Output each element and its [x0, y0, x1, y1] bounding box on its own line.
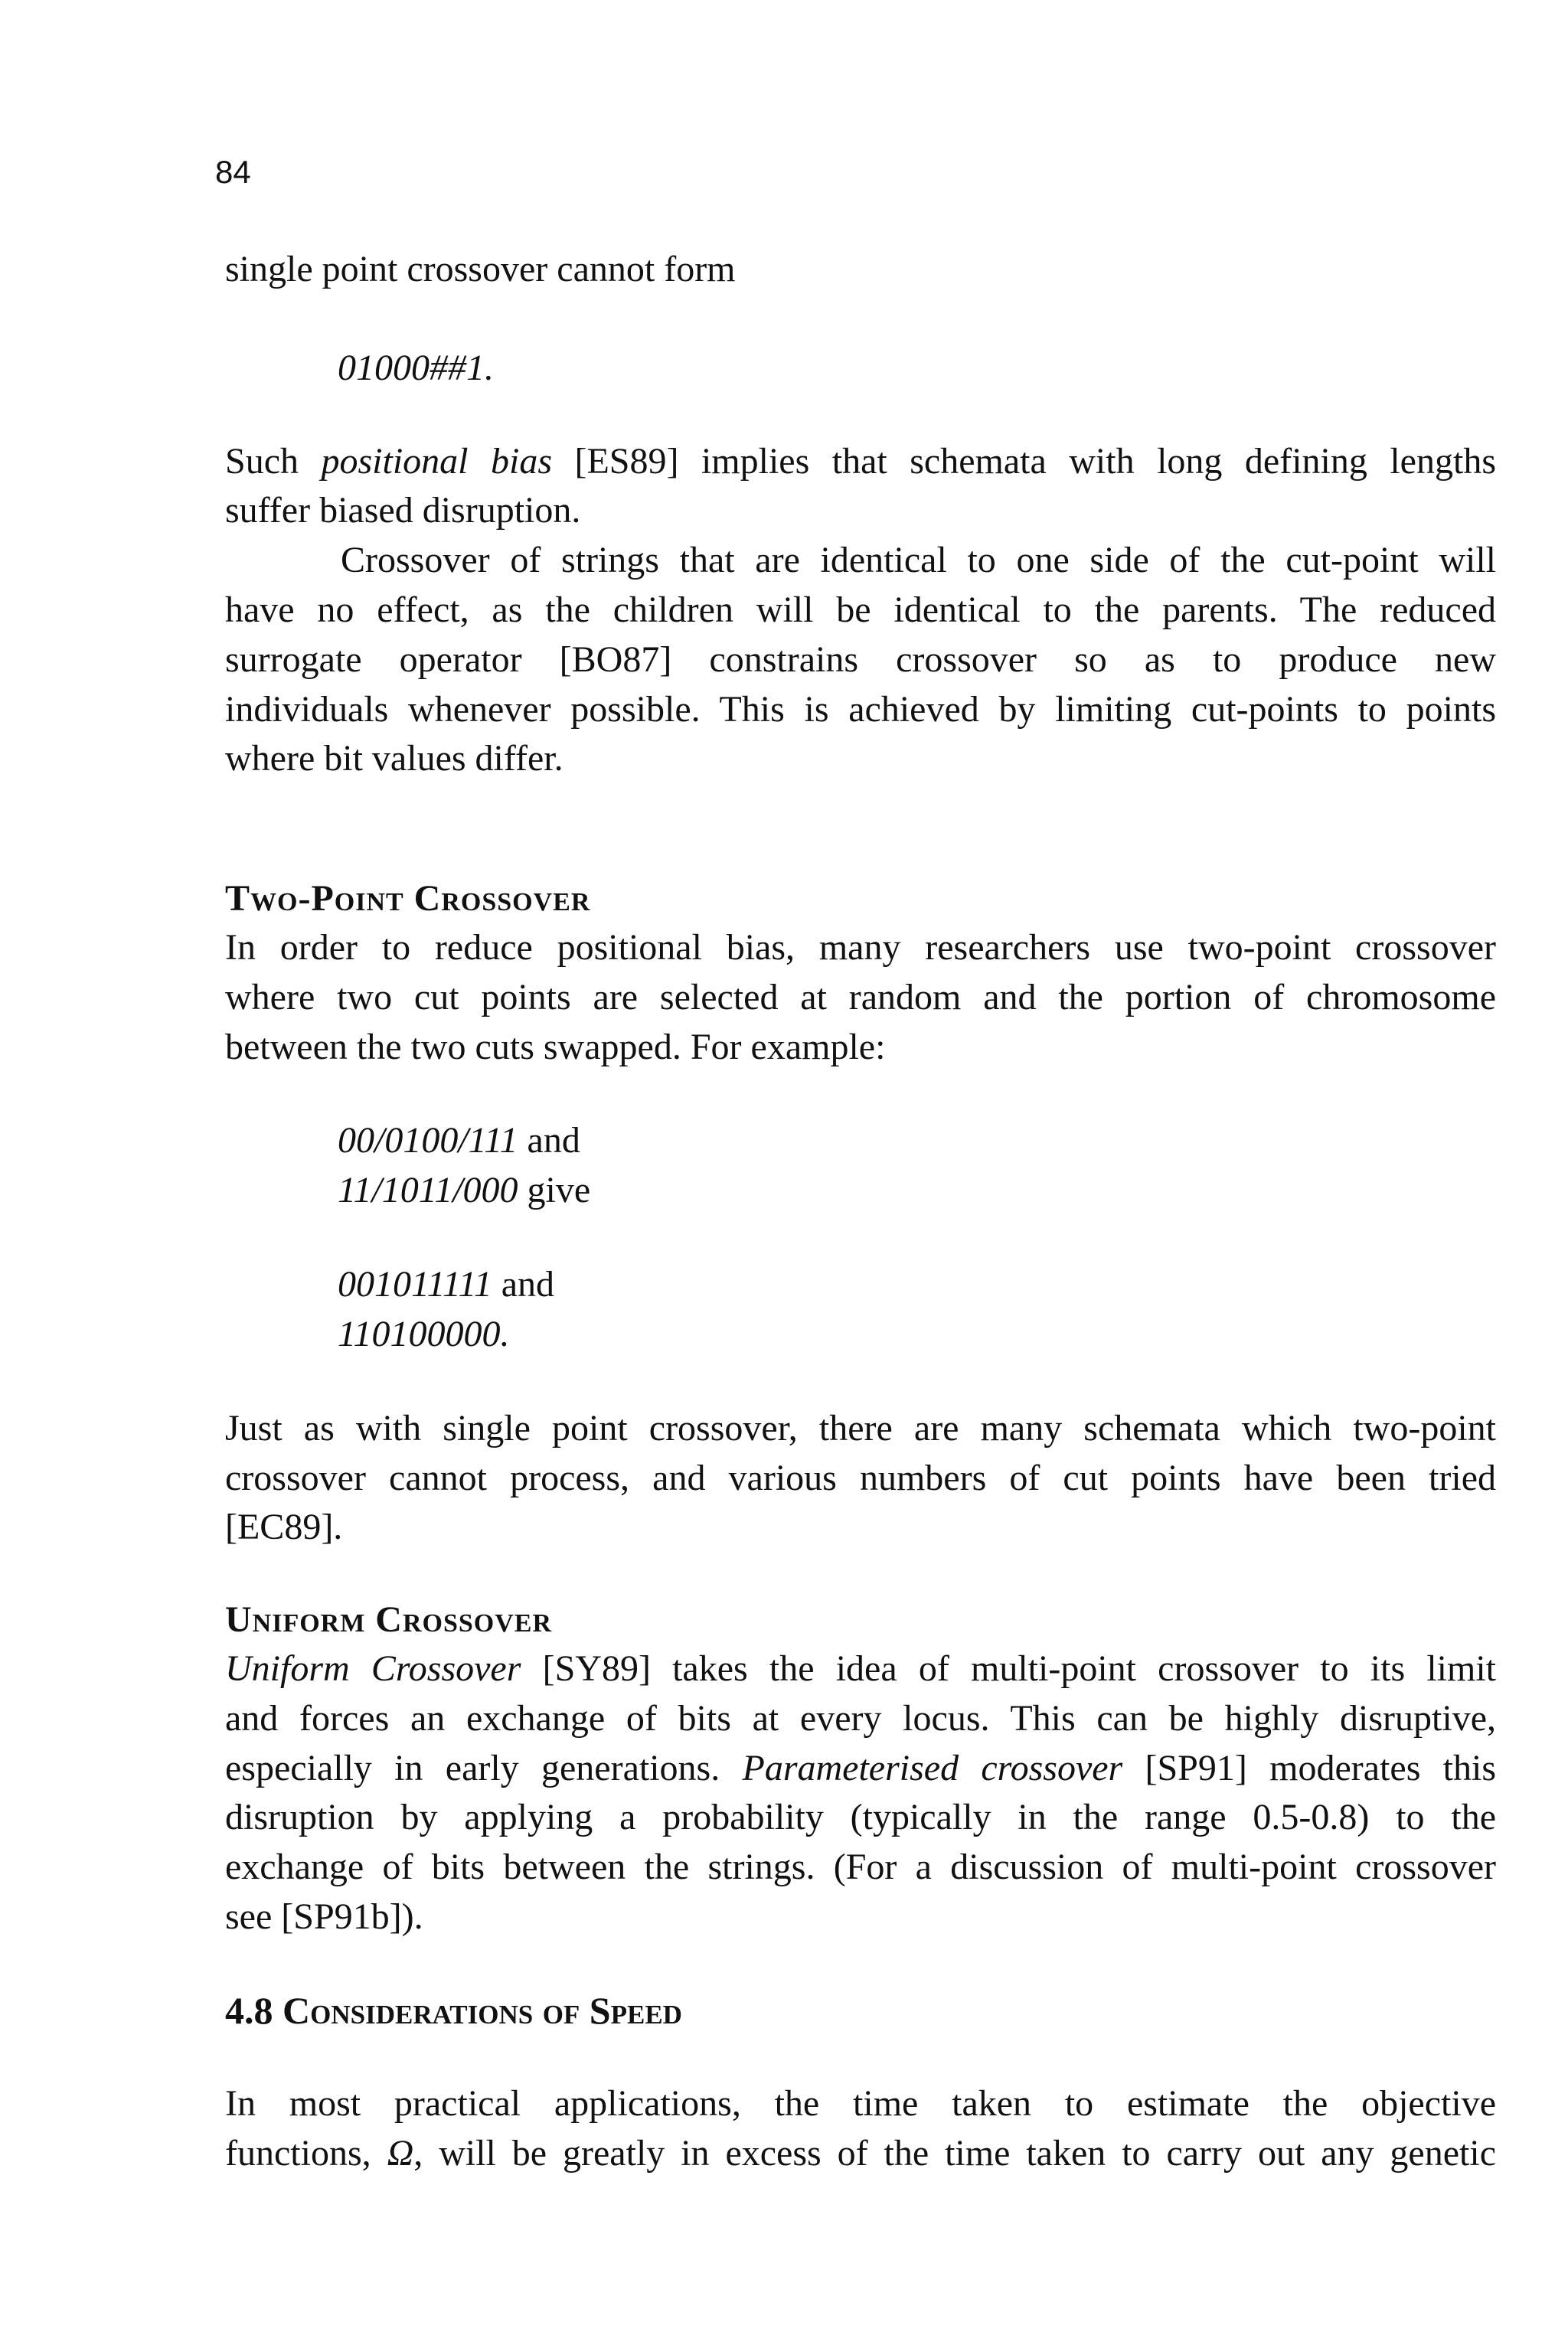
two-point-p2-line-1: Just as with single point crossover, there are many schemata which two-point [225, 1408, 1496, 1448]
speed-line-2: functions, Ω, will be greatly in excess of the time taken to carry out any genetic [225, 2133, 1497, 2174]
two-point-p2-line-3: [EC89]. [225, 1507, 343, 1547]
example-line-2: 11/1011/000 give [338, 1170, 591, 1210]
omega-symbol: Ω [387, 2133, 414, 2174]
intro-example [338, 345, 494, 391]
section-title: Considerations of Speed [283, 1989, 682, 2032]
section-heading-two-point: Two-Point Crossover [225, 878, 591, 919]
example-line-1: 00/0100/111 and [338, 1120, 580, 1161]
uniform-line-6: see [SP91b]). [225, 1896, 423, 1937]
schema-code: 01000##1. [338, 348, 494, 388]
term-positional-bias: positional bias [321, 441, 553, 482]
crossover-para-line-4: individuals whenever possible. This is achieved by limiting cut-points to points [225, 689, 1496, 730]
crossover-para-line-2: have no effect, as the children will be identical to the parents. The reduced [225, 590, 1496, 630]
uniform-line-1: Uniform Crossover [SY89] takes the idea of multi-point crossover to its limit [225, 1648, 1496, 1689]
speed-line-1: In most practical applications, the time taken to estimate the objective [225, 2083, 1496, 2124]
section-number: 4.8 [225, 1989, 273, 2032]
two-point-p2-line-2: crossover cannot process, and various numbers of cut points have been tried [225, 1458, 1496, 1498]
positional-bias-line-1: Such positional bias [ES89] implies that schemata with long defining lengths [225, 441, 1497, 482]
page-number: 84 [215, 154, 251, 190]
two-point-line-3: between the two cuts swapped. For example: [225, 1027, 886, 1067]
uniform-line-5: exchange of bits between the strings. (For a discussion of multi-point crossover [225, 1847, 1496, 1887]
uniform-line-4: disruption by applying a probability (typically in the range 0.5-0.8) to the [225, 1797, 1496, 1837]
crossover-para-line-5: where bit values differ. [225, 738, 564, 779]
term-uniform-crossover: Uniform Crossover [225, 1648, 521, 1689]
section-heading-uniform: Uniform Crossover [225, 1599, 553, 1640]
section-heading-4-8 [225, 1987, 1496, 2033]
positional-bias-line-2: suffer biased disruption. [225, 490, 581, 531]
crossover-para-line-1: Crossover of strings that are identical to one side of the cut-point will [341, 540, 1496, 580]
uniform-line-3: especially in early generations. Parameterised crossover [SP91] moderates this [225, 1748, 1496, 1788]
two-point-line-1: In order to reduce positional bias, many researchers use two-point crossover [225, 927, 1496, 968]
term-parameterised-crossover: Parameterised crossover [742, 1748, 1123, 1788]
uniform-line-2: and forces an exchange of bits at every locus. This can be highly disruptive, [225, 1698, 1496, 1739]
example-line-4: 110100000. [338, 1314, 510, 1354]
crossover-para-line-3: surrogate operator [BO87] constrains crossover so as to produce new [225, 639, 1496, 680]
two-point-line-2: where two cut points are selected at random and the portion of chromosome [225, 977, 1496, 1017]
intro-line: single point crossover cannot form [225, 249, 736, 289]
example-line-3: 001011111 and [338, 1264, 555, 1305]
